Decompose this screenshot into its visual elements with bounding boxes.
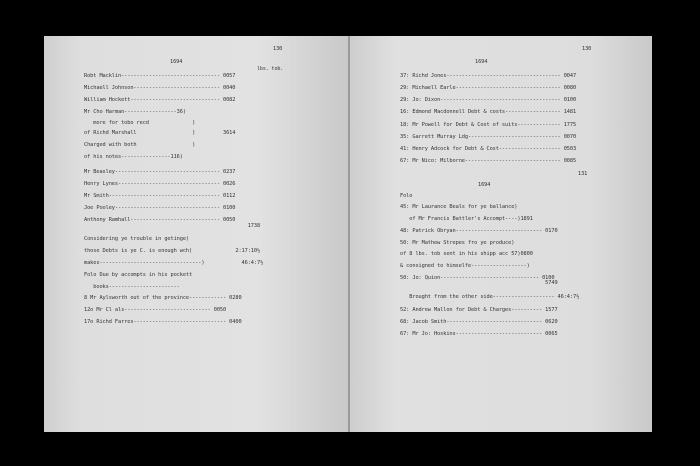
ledger-line: books----------------------- — [84, 284, 180, 290]
ledger-line: Charged with both ) — [84, 142, 196, 148]
ledger-line: 17o Richd Farres------------------------------ 0400 — [84, 319, 242, 325]
ledger-line: Mr Beasley---------------------------------- 0237 — [84, 169, 236, 175]
ledger-line: Folo Due by accompts in his pockett — [84, 272, 193, 278]
ledger-line: 16: Edmond Macdonnell Debt & costs------------------ 1481 — [400, 109, 577, 115]
ledger-line: Brought from the other side-------------------- 46:4:7½ — [400, 294, 580, 300]
ledger-line: 48: Patrick Obryan---------------------------- 0170 — [400, 228, 558, 234]
ledger-line: Mr Smith------------------------------------ 0112 — [84, 193, 236, 199]
ledger-line: 8 Mr Aylsworth out of the province------------ 0280 — [84, 295, 242, 301]
right-page-number: 130 — [582, 46, 592, 52]
left-page-number: 130 — [273, 46, 283, 52]
ledger-line: 35: Garrett Murray Ldg------------------------------ 0070 — [400, 134, 577, 140]
left-ledger-page — [44, 36, 350, 432]
ledger-line: 29: Jo: Dixon--------------------------------------- 0100 — [400, 97, 577, 103]
ledger-line: of his notes----------------116) — [84, 154, 183, 160]
ledger-line: of 8 lbs. tob sent in his shipp acc 57)0800 — [400, 251, 533, 257]
left-column-header: lbs. tob. — [257, 66, 284, 72]
ledger-line: Anthony Ramhall----------------------------- 0050 — [84, 217, 236, 223]
ledger-line: 45: Mr Laurance Beals for ye ballance) — [400, 204, 518, 210]
second-page-number: 131 — [578, 171, 588, 177]
ledger-line: Robt Macklin-------------------------------- 0057 — [84, 73, 236, 79]
ledger-line: 18: Mr Powell for Debt & Cost of suits-------------- 1775 — [400, 122, 577, 128]
ledger-line: William Hockett----------------------------- 0082 — [84, 97, 236, 103]
ledger-line: 12o Mr Cl als---------------------------- 0050 — [84, 307, 227, 313]
ledger-line: Joe Pooley---------------------------------- 0100 — [84, 205, 236, 211]
ledger-line: 67: Mr Jo: Hoskins---------------------------- 0065 — [400, 331, 558, 337]
ledger-line: Mr Cho Harman-----------------36) — [84, 109, 186, 115]
folio-label: Folo — [400, 193, 413, 199]
ledger-line: of Mr Francis Battler's Accompt----)1891 — [400, 216, 533, 222]
ledger-line: of Richd Marshall ) 3614 — [84, 130, 236, 136]
ledger-line: 37: Richd Jones------------------------------------- 0047 — [400, 73, 577, 79]
ledger-line: more for tobo recd ) — [84, 120, 196, 126]
ledger-line: Henry Lynes--------------------------------- 0026 — [84, 181, 236, 187]
ledger-line: Considering ye trouble in getinge) — [84, 236, 190, 242]
ledger-line: 50: Jo: Quion-------------------------------- 0100 — [400, 275, 555, 281]
ledger-total: 5749 — [400, 280, 558, 286]
ledger-line: those Debts is ye C. is enough wch) 2:17:10½ — [84, 248, 261, 254]
left-year: 1694 — [170, 59, 183, 65]
ledger-line: Michaell Johnson---------------------------- 0040 — [84, 85, 236, 91]
ledger-line: & consigned to himselfe------------------) — [400, 263, 530, 269]
ledger-total: 1738 — [84, 223, 261, 229]
ledger-line: 67: Mr Nico: Milborne------------------------------- 0085 — [400, 158, 577, 164]
ledger-line: makes---------------------------------) 46:4:7½ — [84, 260, 264, 266]
ledger-line: 29: Michaell Earle---------------------------------- 0080 — [400, 85, 577, 91]
ledger-line: 41: Henry Adcock for Debt & Cost-------------------- 0503 — [400, 146, 577, 152]
ledger-line: 68: Jacob Smith------------------------------- 0620 — [400, 319, 558, 325]
second-year: 1694 — [478, 182, 491, 188]
right-year: 1694 — [475, 59, 488, 65]
ledger-line: 52: Andrew Mallon for Debt & Charges---------- 1577 — [400, 307, 558, 313]
right-ledger-page — [350, 36, 652, 432]
ledger-line: 50: Mr Mathew Strepes fro ye produce) — [400, 240, 515, 246]
